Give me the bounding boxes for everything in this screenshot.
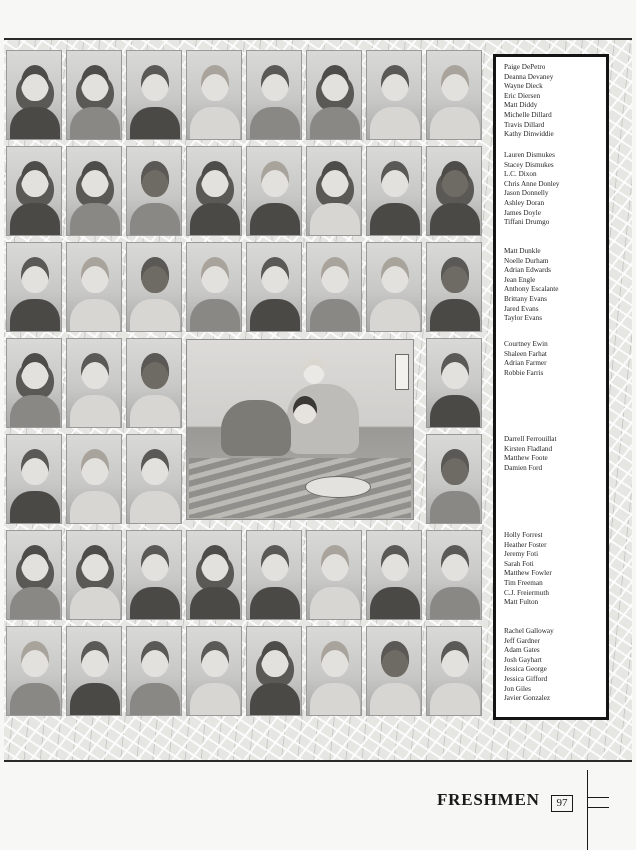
student-portrait (426, 50, 482, 140)
student-name: Jason Donnelly (504, 189, 549, 198)
student-name: Matt Dunkle (504, 247, 541, 255)
student-name: Tiffani Drumgo (504, 218, 550, 227)
student-name: C.J. Freiermuth (504, 588, 549, 597)
student-name: Jessica George (504, 665, 547, 674)
student-name: Heather Foster (504, 540, 547, 549)
student-name: Tim Freeman (504, 578, 543, 587)
student-portrait (66, 50, 122, 140)
student-name: Darrell Ferrouillat (504, 435, 557, 443)
student-name: Jon Giles (504, 684, 531, 693)
student-name: Sarah Foti (504, 559, 534, 568)
student-name: L.C. Dixon (504, 170, 537, 179)
name-group (504, 627, 554, 704)
candid-photo (186, 339, 414, 520)
student-name: Wayne Dieck (504, 82, 543, 91)
candid-face (303, 358, 325, 384)
candid-figure (221, 400, 291, 456)
name-group (504, 531, 552, 608)
student-portrait (366, 146, 422, 236)
student-portrait (126, 530, 182, 620)
student-portrait (426, 434, 482, 524)
student-name: Adrian Farmer (504, 359, 547, 368)
student-portrait (6, 146, 62, 236)
student-name: Lauren Dismukes (504, 151, 555, 159)
student-portrait (66, 338, 122, 428)
student-portrait (66, 242, 122, 332)
student-portrait (186, 242, 242, 332)
student-portrait (66, 626, 122, 716)
student-name: Jean Engle (504, 275, 536, 284)
student-name: Noelle Durham (504, 256, 549, 265)
student-portrait (246, 50, 302, 140)
student-portrait (426, 626, 482, 716)
student-name: Taylor Evans (504, 314, 543, 323)
student-portrait (6, 434, 62, 524)
student-name: Brittany Evans (504, 294, 547, 303)
student-name: Eric Diersen (504, 91, 541, 100)
student-name: Adrian Edwards (504, 266, 551, 275)
student-portrait (126, 626, 182, 716)
student-name: Robbie Farris (504, 368, 544, 377)
name-group (504, 435, 557, 473)
student-portrait (126, 50, 182, 140)
student-name: Rachel Galloway (504, 627, 554, 635)
student-name: Matt Fulton (504, 598, 539, 607)
student-portrait (246, 146, 302, 236)
student-portrait (6, 50, 62, 140)
student-portrait (426, 242, 482, 332)
student-name: Jessica Gifford (504, 674, 548, 683)
section-title: FRESHMEN (437, 790, 540, 809)
student-portrait (186, 530, 242, 620)
student-portrait (306, 242, 362, 332)
student-portrait (66, 146, 122, 236)
student-name: Damien Ford (504, 463, 543, 472)
student-name: Michelle Dillard (504, 110, 552, 119)
student-name: Matt Diddy (504, 101, 538, 110)
student-portrait (426, 146, 482, 236)
student-portrait (426, 530, 482, 620)
student-portrait (246, 626, 302, 716)
name-group (504, 340, 548, 378)
footer-rule-vertical (587, 770, 588, 850)
student-portrait (306, 530, 362, 620)
student-name: Matthew Fowler (504, 569, 552, 578)
student-name: Travis Dillard (504, 120, 545, 129)
student-name: Ashley Doran (504, 198, 545, 207)
top-rule (4, 38, 632, 40)
name-list-panel (493, 54, 609, 720)
student-name: Kathy Dinwiddie (504, 130, 554, 139)
student-portrait (6, 242, 62, 332)
wall-sign (395, 354, 409, 390)
student-name: Holly Forrest (504, 531, 543, 539)
student-portrait (126, 338, 182, 428)
candid-face (293, 396, 317, 424)
student-portrait (366, 626, 422, 716)
student-portrait (246, 530, 302, 620)
student-portrait (126, 434, 182, 524)
student-name: Chris Anne Donley (504, 179, 560, 188)
student-portrait (246, 242, 302, 332)
student-portrait (6, 530, 62, 620)
name-group (504, 151, 560, 228)
student-name: Stacey Dismukes (504, 160, 554, 169)
student-portrait (126, 242, 182, 332)
student-name: Josh Gayhart (504, 655, 542, 664)
tray (305, 476, 371, 498)
footer-rule-horizontal (587, 797, 609, 798)
name-group (504, 247, 559, 324)
student-portrait (306, 146, 362, 236)
student-name: Anthony Escalante (504, 285, 559, 294)
student-name: Paige DePetro (504, 63, 546, 71)
student-name: Shaleen Farhat (504, 349, 547, 358)
page-number: 97 (551, 795, 573, 812)
student-portrait (186, 626, 242, 716)
blanket (189, 458, 411, 518)
student-name: Deanna Devaney (504, 72, 554, 81)
student-portrait (186, 50, 242, 140)
student-portrait (366, 242, 422, 332)
student-name: Kirsten Fladland (504, 444, 553, 453)
student-name: Jeremy Foti (504, 550, 539, 559)
student-portrait (186, 146, 242, 236)
student-name: Jared Evans (504, 304, 539, 313)
student-portrait (306, 50, 362, 140)
student-name: James Doyle (504, 208, 541, 217)
student-name: Courtney Ewin (504, 340, 548, 348)
bottom-rule (4, 760, 632, 762)
student-portrait (366, 530, 422, 620)
footer-rule-horizontal (587, 807, 609, 808)
student-portrait (6, 626, 62, 716)
student-portrait (126, 146, 182, 236)
student-portrait (366, 50, 422, 140)
student-name: Adam Gates (504, 646, 540, 655)
student-portrait (66, 434, 122, 524)
student-portrait (306, 626, 362, 716)
name-group (504, 63, 554, 140)
student-name: Jeff Gardner (504, 636, 540, 645)
student-portrait (426, 338, 482, 428)
student-portrait (6, 338, 62, 428)
student-name: Matthew Foote (504, 454, 548, 463)
student-name: Javier Gonzalez (504, 694, 551, 703)
student-portrait (66, 530, 122, 620)
